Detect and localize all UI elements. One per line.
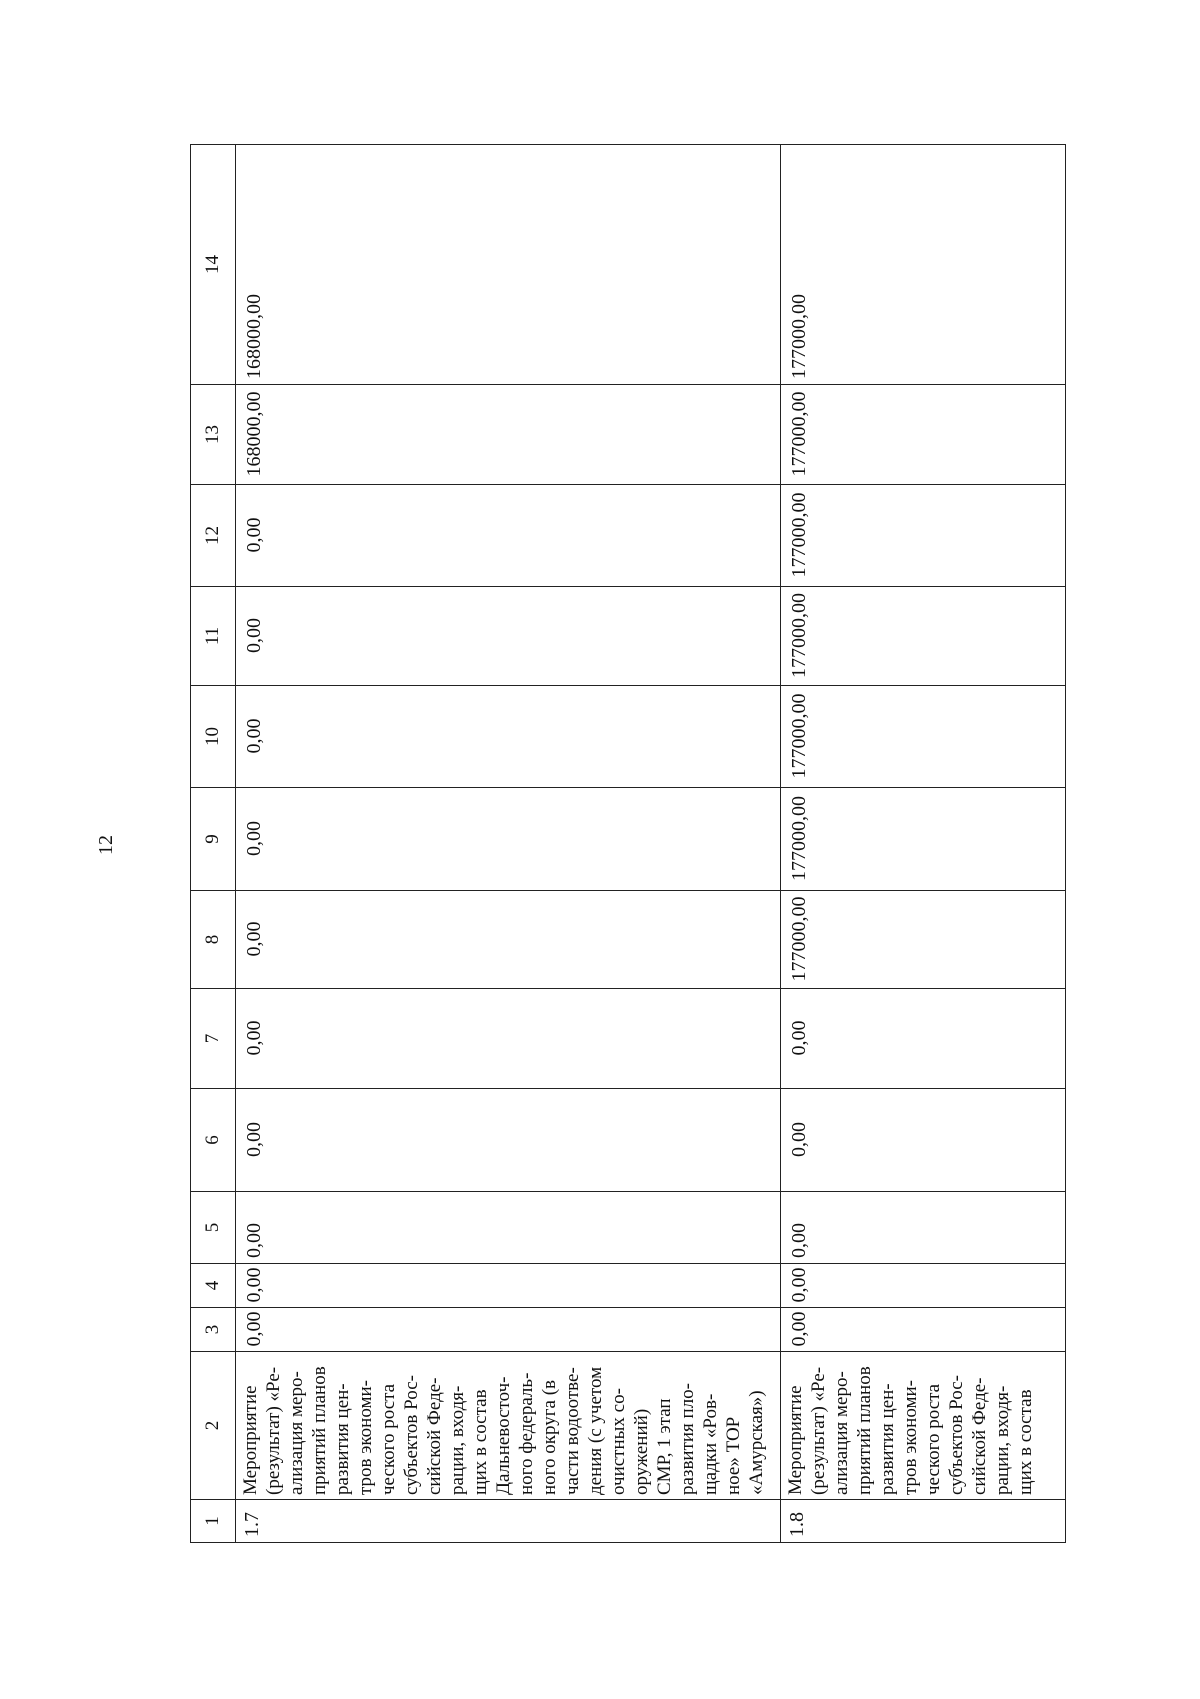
title-line: приятий планов: [309, 1366, 330, 1495]
title-line: щадки «Ров-: [700, 1393, 721, 1495]
title-line: ческого роста: [378, 1383, 399, 1495]
title-line: «Амурская»): [746, 1390, 767, 1495]
title-line: субъектов Рос-: [946, 1375, 967, 1495]
title-line: рации, входя-: [447, 1385, 468, 1495]
title-line: Дальневосточ-: [493, 1376, 514, 1495]
value-cell: 0,00: [781, 1089, 1066, 1192]
budget-table: [190, 144, 1066, 1543]
title-line: Мероприятие: [785, 1385, 806, 1495]
title-line: развития пло-: [677, 1382, 698, 1495]
value-cell: 177000,00: [781, 145, 1066, 385]
column-header: 7: [191, 989, 236, 1089]
column-header: 3: [191, 1308, 236, 1352]
table-container: [190, 145, 1075, 1543]
title-line: щих в состав: [470, 1389, 491, 1495]
column-header: 14: [191, 145, 236, 385]
column-header: 5: [191, 1192, 236, 1264]
title-line: тров экономи-: [355, 1379, 376, 1495]
value-cell: 0,00: [781, 989, 1066, 1089]
column-header: 13: [191, 385, 236, 485]
value-cell: 0,00: [236, 788, 781, 891]
title-line: ное» ТОР: [723, 1416, 744, 1495]
value-cell: 177000,00: [781, 788, 1066, 891]
column-header: 12: [191, 485, 236, 587]
title-line: ного федераль-: [516, 1372, 537, 1495]
title-line: СМР, 1 этап: [654, 1398, 675, 1495]
value-cell: 0,00: [236, 485, 781, 587]
row-title: [781, 1352, 1066, 1500]
title-line: рации, входя-: [992, 1385, 1013, 1495]
title-line: очистных со-: [608, 1388, 629, 1495]
table-row: [236, 145, 781, 1543]
title-line: сийской Феде-: [969, 1377, 990, 1495]
column-header: 11: [191, 587, 236, 686]
column-header: 8: [191, 891, 236, 989]
column-header: 10: [191, 686, 236, 788]
title-line: дения (с учетом: [585, 1366, 606, 1495]
value-cell: 0,00: [236, 1264, 781, 1308]
value-cell: 0,00: [236, 1308, 781, 1352]
value-cell: 177000,00: [781, 891, 1066, 989]
value-cell: 0,00: [781, 1308, 1066, 1352]
value-cell: 0,00: [236, 686, 781, 788]
title-line: (результат) «Ре-: [808, 1366, 829, 1495]
value-cell: 0,00: [236, 1192, 781, 1264]
row-index: 1.8: [781, 1500, 1066, 1543]
value-cell: 0,00: [236, 587, 781, 686]
table-row: [781, 145, 1066, 1543]
value-cell: 0,00: [236, 891, 781, 989]
row-index: 1.7: [236, 1500, 781, 1543]
column-header: 1: [191, 1500, 236, 1543]
value-cell: 168000,00: [236, 145, 781, 385]
title-line: оружений): [631, 1408, 652, 1495]
title-line: части водоотве-: [562, 1367, 583, 1495]
title-line: субъектов Рос-: [401, 1375, 422, 1495]
column-header: 9: [191, 788, 236, 891]
title-line: щих в состав: [1015, 1389, 1036, 1495]
title-line: тров экономи-: [900, 1379, 921, 1495]
column-header: 2: [191, 1352, 236, 1500]
value-cell: 177000,00: [781, 385, 1066, 485]
column-header: 4: [191, 1264, 236, 1308]
value-cell: 0,00: [236, 989, 781, 1089]
row-title: [236, 1352, 781, 1500]
column-header: 6: [191, 1089, 236, 1192]
title-line: ного округа (в: [539, 1380, 560, 1495]
title-line: развития цен-: [877, 1383, 898, 1495]
title-line: приятий планов: [854, 1366, 875, 1495]
title-line: ализация меро-: [286, 1371, 307, 1495]
header-row: [191, 145, 236, 1543]
value-cell: 177000,00: [781, 686, 1066, 788]
title-line: развития цен-: [332, 1383, 353, 1495]
value-cell: 0,00: [781, 1192, 1066, 1264]
value-cell: 177000,00: [781, 587, 1066, 686]
title-line: Мероприятие: [240, 1385, 261, 1495]
value-cell: 0,00: [781, 1264, 1066, 1308]
title-line: ческого роста: [923, 1383, 944, 1495]
title-line: сийской Феде-: [424, 1377, 445, 1495]
title-line: (результат) «Ре-: [263, 1366, 284, 1495]
title-line: ализация меро-: [831, 1371, 852, 1495]
value-cell: 0,00: [236, 1089, 781, 1192]
value-cell: 168000,00: [236, 385, 781, 485]
value-cell: 177000,00: [781, 485, 1066, 587]
page-number: 12: [95, 835, 117, 855]
